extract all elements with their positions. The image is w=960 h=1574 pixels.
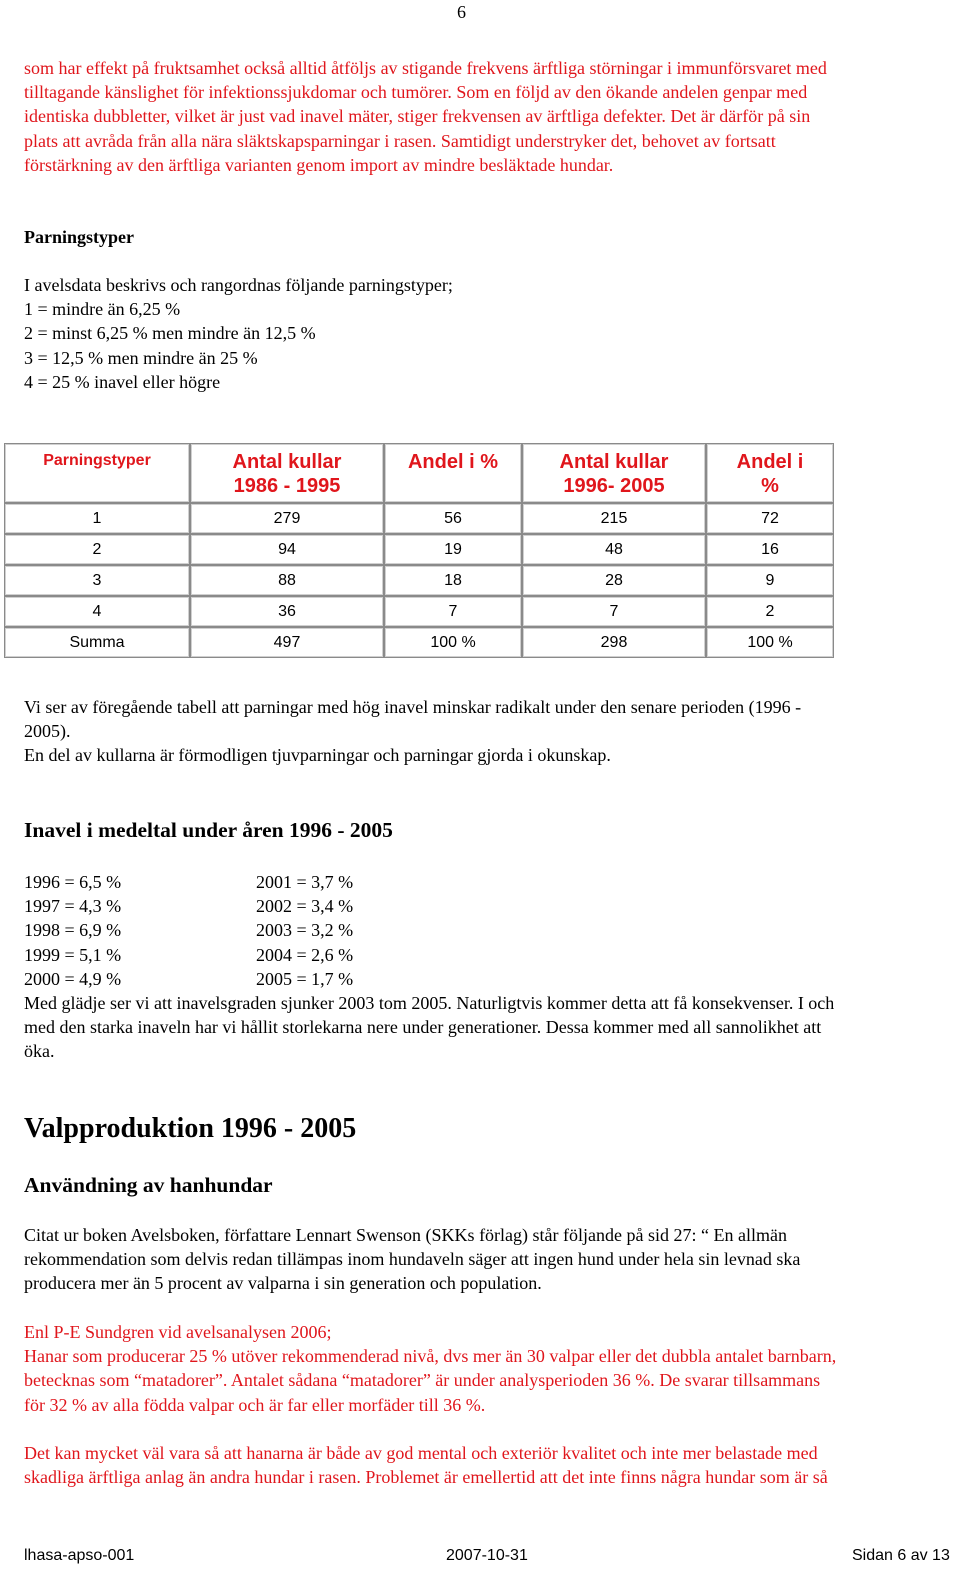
inavel-row bbox=[24, 870, 834, 894]
table-cell: 56 bbox=[384, 503, 522, 534]
table-header-cell: Antal kullar 1986 - 1995 bbox=[190, 443, 384, 503]
table-comment-line: En del av kullarna är förmodligen tjuvparningar och parningar gjorda i okunskap. bbox=[24, 745, 611, 766]
table-header-row bbox=[4, 443, 834, 503]
intro-line: som har effekt på fruktsamhet också alltid åtföljs av stigande frekvens ärftliga störningar i immunförsvaret med bbox=[24, 58, 827, 78]
inavel-value: 1999 = 5,1 % bbox=[24, 944, 122, 965]
sundgren-line: för 32 % av alla födda valpar och är far eller morfäder till 36 %. bbox=[24, 1394, 486, 1415]
sundgren-line: Hanar som producerar 25 % utöver rekommenderad nivå, dvs mer än 30 valpar eller det dubbla antalet barnbarn, bbox=[24, 1346, 837, 1367]
table-row-summa bbox=[4, 627, 834, 658]
footer-page-count: Sidan 6 av 13 bbox=[852, 1547, 950, 1564]
table-cell: 100 % bbox=[384, 627, 522, 658]
table-cell: 9 bbox=[706, 565, 834, 596]
intro-line: tilltagande känslighet för infektionssjukdomar och tumörer. Som en följd av den ökande andelen genpar med bbox=[24, 82, 808, 103]
parningstyp-item: 2 = minst 6,25 % men mindre än 12,5 % bbox=[24, 323, 316, 344]
table-cell: 100 % bbox=[706, 627, 834, 658]
inavel-row bbox=[24, 943, 834, 967]
table-cell: 497 bbox=[190, 627, 384, 658]
intro-line: förstärkning av den ärftliga varianten genom import av mindre besläktade hundar. bbox=[24, 154, 614, 175]
inavel-row bbox=[24, 894, 834, 918]
table-cell: 88 bbox=[190, 565, 384, 596]
inavel-comment-line: öka. bbox=[24, 1041, 55, 1062]
inavel-comment-line: med den starka inaveln har vi hållit storlekarna nere under generationer. Dessa kommer med all sannolikhet att bbox=[24, 1017, 822, 1038]
hanar-line: Det kan mycket väl vara så att hanarna är både av god mental och exteriör kvalitet och inte mer belastade med bbox=[24, 1443, 818, 1463]
footer-document-id: lhasa-apso-001 bbox=[24, 1547, 135, 1564]
quote-line: Citat ur boken Avelsboken, författare Lennart Swenson (SKKs förlag) står följande på sid 27: “ En allmän bbox=[24, 1225, 787, 1245]
table-cell: 28 bbox=[522, 565, 706, 596]
parningstyp-item: 3 = 12,5 % men mindre än 25 % bbox=[24, 347, 258, 368]
sundgren-line: Enl P-E Sundgren vid avelsanalysen 2006; bbox=[24, 1322, 332, 1342]
table-cell: 94 bbox=[190, 534, 384, 565]
inavel-value: 1997 = 4,3 % bbox=[24, 896, 122, 917]
intro-line: plats att avråda från alla nära släktskapsparningar i rasen. Samtidigt understryker det, behovet av fortsatt bbox=[24, 130, 776, 151]
footer-date: 2007-10-31 bbox=[446, 1547, 528, 1564]
table-cell: 18 bbox=[384, 565, 522, 596]
parningstyper-table-wrap bbox=[4, 443, 834, 658]
inavel-value: 2004 = 2,6 % bbox=[256, 944, 354, 965]
table-cell: 19 bbox=[384, 534, 522, 565]
inavel-value: 2000 = 4,9 % bbox=[24, 968, 122, 989]
table-cell: 16 bbox=[706, 534, 834, 565]
parningstyper-heading: Parningstyper bbox=[24, 227, 134, 247]
sundgren-paragraph bbox=[24, 1320, 952, 1417]
quote-line: rekommendation som delvis redan tillämpas inom hundaveln säger att ingen hund under hela sin levnad ska bbox=[24, 1249, 801, 1270]
hanar-paragraph bbox=[24, 1441, 952, 1489]
table-cell: 7 bbox=[522, 596, 706, 627]
table-row bbox=[4, 534, 834, 565]
table-cell: 3 bbox=[4, 565, 190, 596]
table-header-cell: Parningstyper bbox=[4, 443, 190, 503]
sundgren-line: betecknas som “matadorer”. Antalet sådana “matadorer” är under analysperioden 36 %. De svarar tillsammans bbox=[24, 1370, 821, 1391]
quote-paragraph bbox=[24, 1223, 952, 1296]
table-comment-line: Vi ser av föregående tabell att parningar med hög inavel minskar radikalt under den senare perioden (1996 - bbox=[24, 697, 802, 717]
inavel-comment-line: Med glädje ser vi att inavelsgraden sjunker 2003 tom 2005. Naturligtvis kommer detta att få konsekvenser. I och bbox=[24, 993, 835, 1014]
inavel-years bbox=[24, 870, 834, 1064]
table-row bbox=[4, 565, 834, 596]
table-cell: 7 bbox=[384, 596, 522, 627]
table-cell: 215 bbox=[522, 503, 706, 534]
table-cell: Summa bbox=[4, 627, 190, 658]
inavel-value: 2005 = 1,7 % bbox=[256, 968, 354, 989]
parningstyper-intro: I avelsdata beskrivs och rangordnas följande parningstyper; bbox=[24, 275, 453, 295]
table-comment-line: 2005). bbox=[24, 721, 71, 742]
table-cell: 2 bbox=[4, 534, 190, 565]
table-row bbox=[4, 503, 834, 534]
table-cell: 72 bbox=[706, 503, 834, 534]
inavel-value: 1996 = 6,5 % bbox=[24, 872, 122, 892]
table-row bbox=[4, 596, 834, 627]
inavel-value: 1998 = 6,9 % bbox=[24, 920, 122, 941]
parningstyp-item: 4 = 25 % inavel eller högre bbox=[24, 371, 221, 392]
table-header-cell: Andel i % bbox=[706, 443, 834, 503]
table-comment bbox=[24, 695, 952, 768]
table-cell: 4 bbox=[4, 596, 190, 627]
table-cell: 298 bbox=[522, 627, 706, 658]
table-cell: 36 bbox=[190, 596, 384, 627]
parningstyper-table bbox=[4, 443, 834, 658]
hanhundar-heading: Användning av hanhundar bbox=[24, 1173, 273, 1197]
valpproduktion-heading: Valpproduktion 1996 - 2005 bbox=[24, 1113, 357, 1144]
quote-line: producera mer än 5 procent av valparna i sin generation och population. bbox=[24, 1273, 542, 1294]
page-number: 6 bbox=[457, 2, 466, 22]
table-header-cell: Andel i % bbox=[384, 443, 522, 503]
parningstyper-list bbox=[24, 273, 952, 394]
hanar-line: skadliga ärftliga anlag än andra hundar i rasen. Problemet är emellertid att det inte finns några hundar som är så bbox=[24, 1467, 828, 1488]
parningstyp-item: 1 = mindre än 6,25 % bbox=[24, 299, 181, 320]
inavel-row bbox=[24, 967, 834, 991]
inavel-value: 2001 = 3,7 % bbox=[256, 872, 354, 892]
inavel-heading: Inavel i medeltal under åren 1996 - 2005 bbox=[24, 818, 393, 842]
inavel-row bbox=[24, 918, 834, 942]
inavel-value: 2003 = 3,2 % bbox=[256, 920, 354, 941]
table-cell: 1 bbox=[4, 503, 190, 534]
intro-paragraph bbox=[24, 56, 952, 177]
table-cell: 2 bbox=[706, 596, 834, 627]
table-cell: 279 bbox=[190, 503, 384, 534]
intro-line: identiska dubbletter, vilket är just vad inavel mäter, stiger frekvensen av ärftliga defekter. Det är därför på sin bbox=[24, 106, 811, 127]
table-cell: 48 bbox=[522, 534, 706, 565]
inavel-value: 2002 = 3,4 % bbox=[256, 896, 354, 917]
table-header-cell: Antal kullar 1996- 2005 bbox=[522, 443, 706, 503]
